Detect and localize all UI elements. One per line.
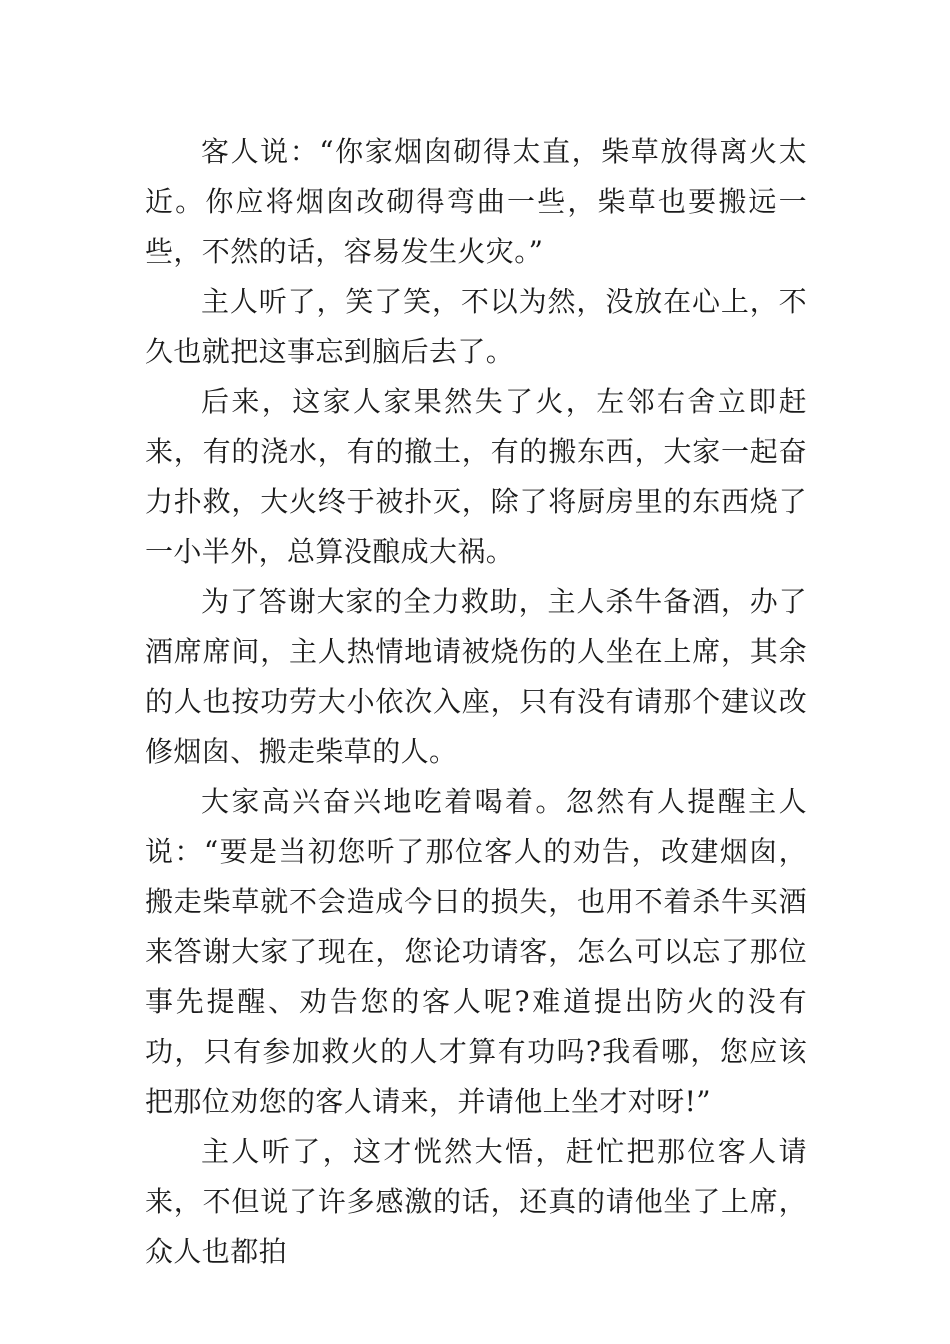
paragraph-5: 大家高兴奋兴地吃着喝着。忽然有人提醒主人说：“要是当初您听了那位客人的劝告，改建烟囱，搬走柴草就不会造成今日的损失，也用不着杀牛买酒来答谢大家了现在，您论功请客，怎么可以忘了那位事先提醒、劝告您的客人呢?难道提出防火的没有功，只有参加救火的人才算有功吗?我看哪，您应该把那位劝您的客人请来，并请他上坐才对呀!”	[145, 785, 807, 1118]
body-text	[145, 127, 807, 1277]
paragraph-6: 主人听了，这才恍然大悟，赶忙把那位客人请来，不但说了许多感激的话，还真的请他坐了上席，众人也都拍	[145, 1135, 807, 1268]
paragraph-2: 主人听了，笑了笑，不以为然，没放在心上，不久也就把这事忘到脑后去了。	[145, 285, 807, 368]
paragraph-1: 客人说：“你家烟囱砌得太直，柴草放得离火太近。你应将烟囱改砌得弯曲一些，柴草也要搬远一些，不然的话，容易发生火灾。”	[145, 135, 807, 268]
paragraph-4: 为了答谢大家的全力救助，主人杀牛备酒，办了酒席席间，主人热情地请被烧伤的人坐在上席，其余的人也按功劳大小依次入座，只有没有请那个建议改修烟囱、搬走柴草的人。	[145, 585, 807, 768]
paragraph-3: 后来，这家人家果然失了火，左邻右舍立即赶来，有的浇水，有的撤土，有的搬东西，大家一起奋力扑救，大火终于被扑灭，除了将厨房里的东西烧了一小半外，总算没酿成大祸。	[145, 385, 807, 568]
